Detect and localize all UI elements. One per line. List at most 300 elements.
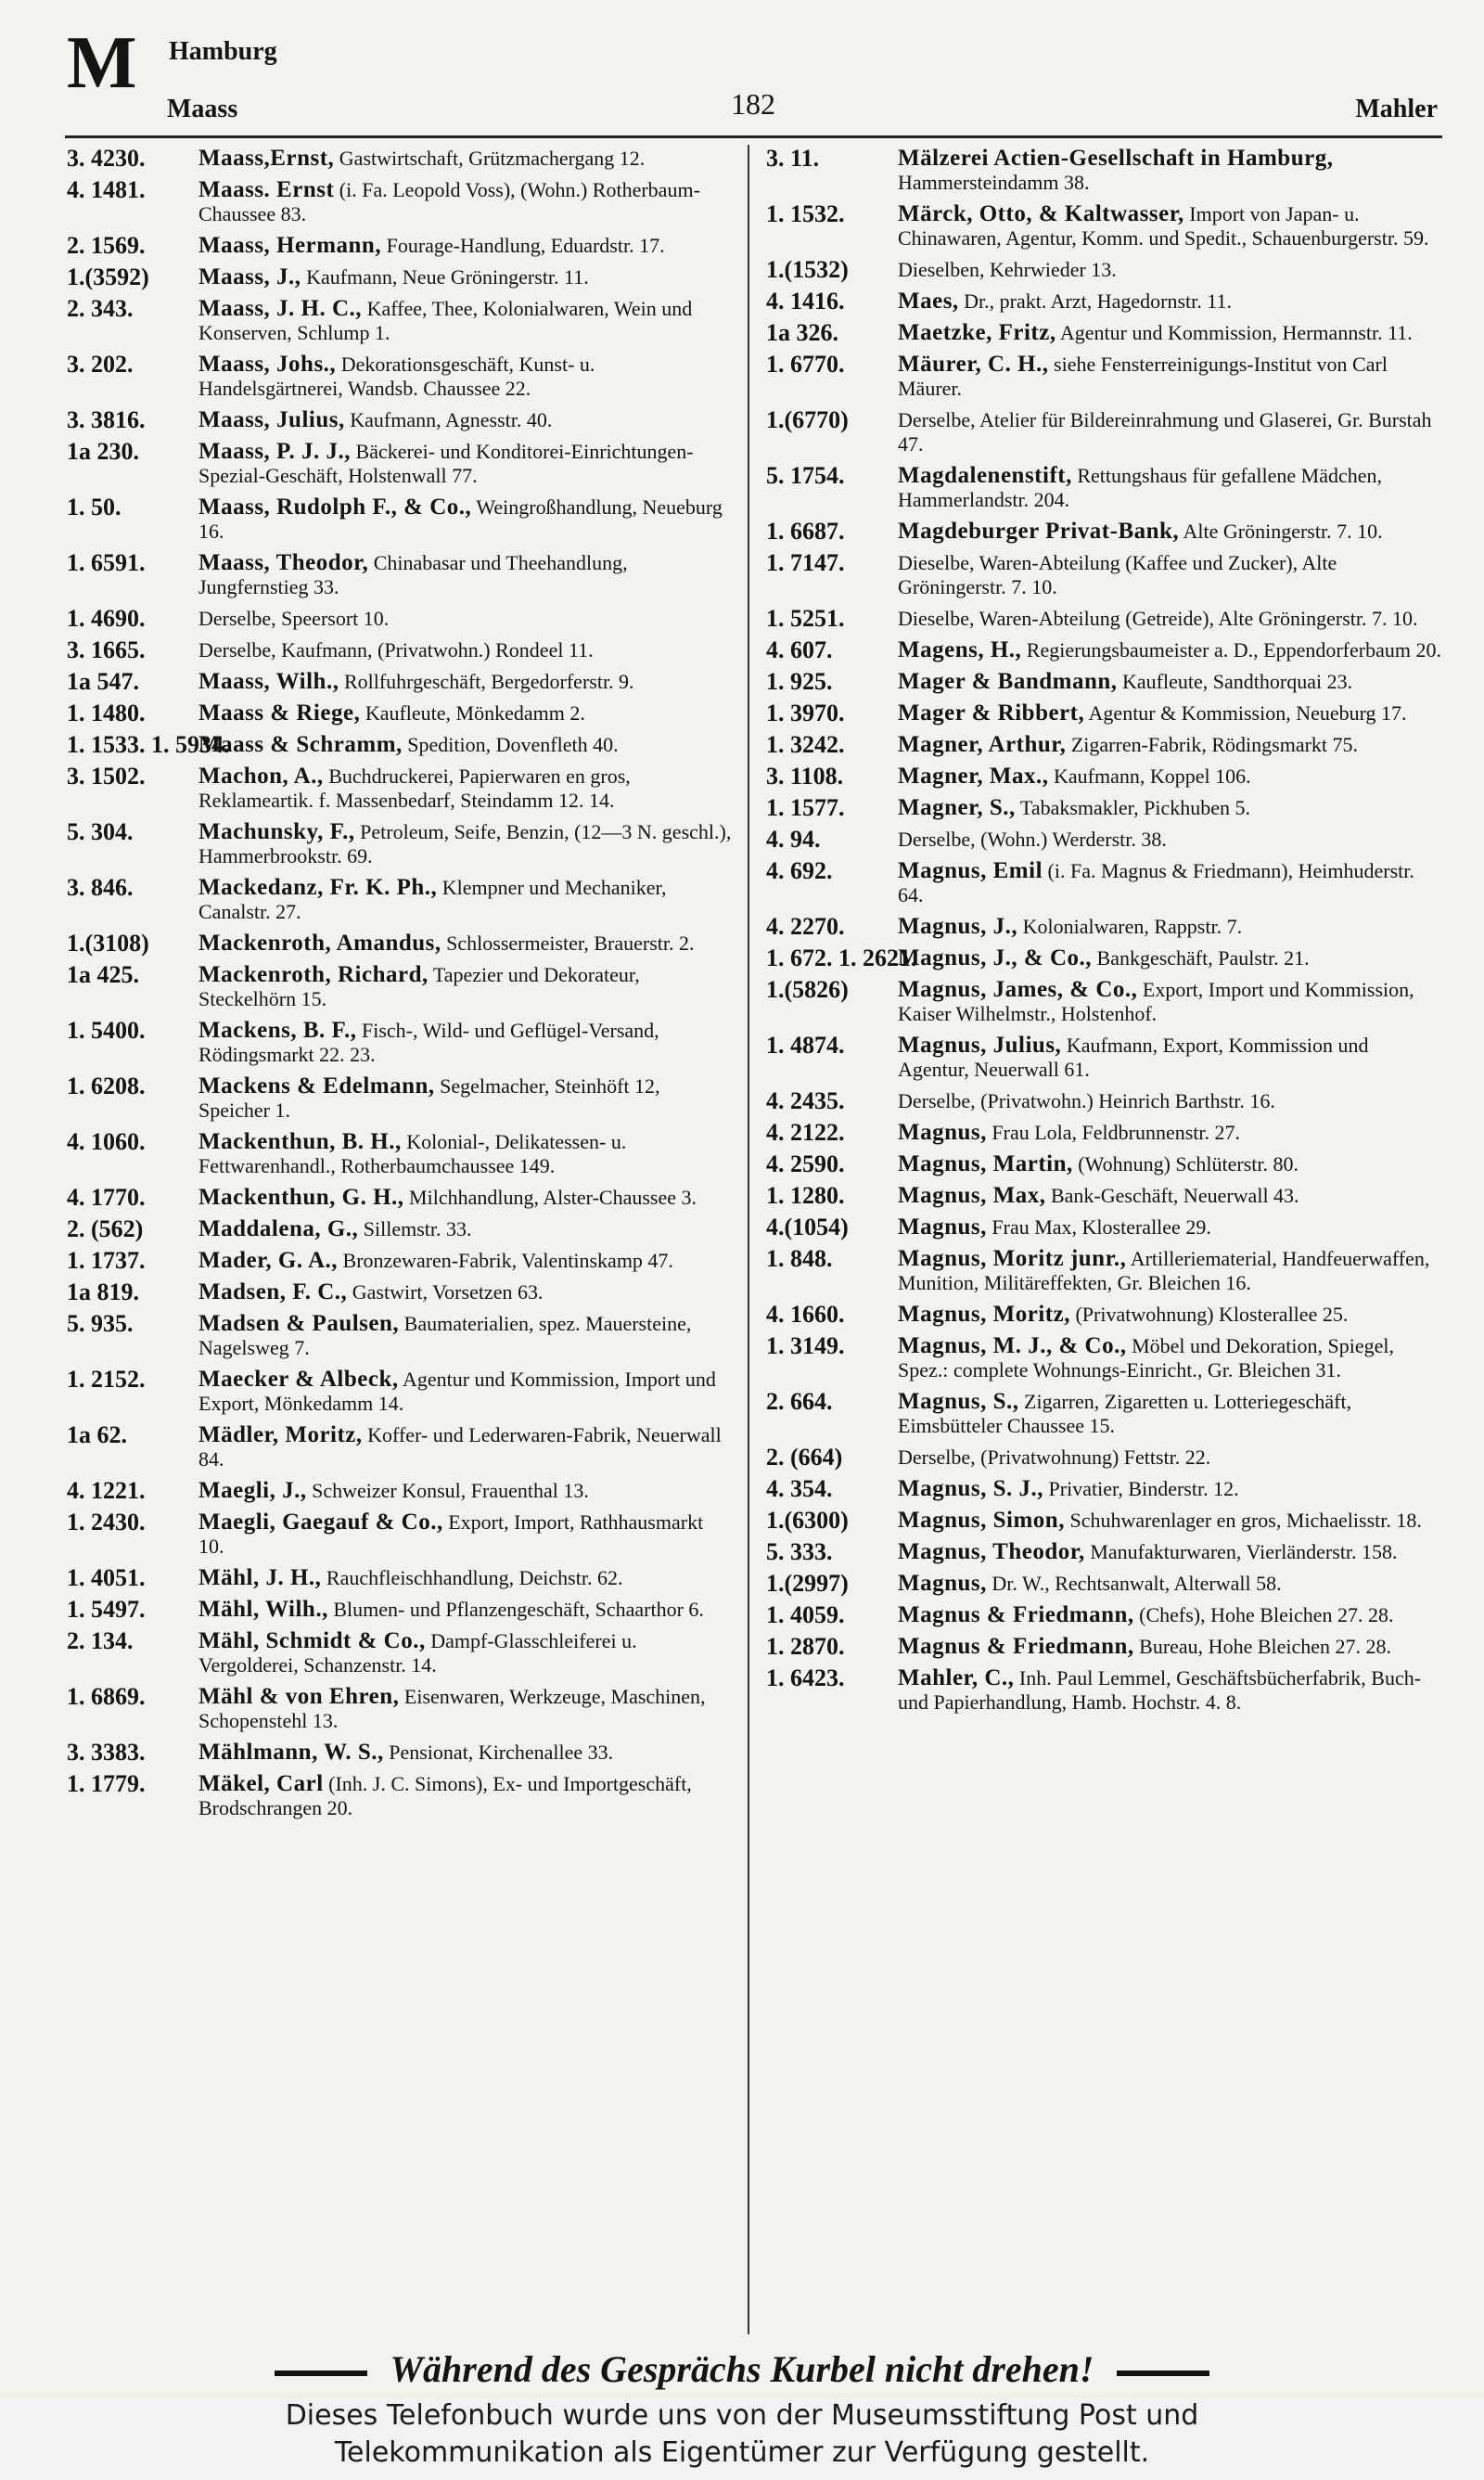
- entry-phone-number: 1. 1532.: [766, 200, 845, 227]
- entry-name: Mager & Bandmann,: [898, 669, 1118, 694]
- entry-text: [198, 1629, 733, 1677]
- entry-name: Mählmann, W. S.,: [198, 1740, 384, 1765]
- directory-entry: [766, 464, 1443, 512]
- entry-text: [898, 1540, 1443, 1564]
- entry-text: [198, 733, 733, 757]
- directory-entry: [766, 289, 1443, 314]
- entry-phone-number: 1.(5826): [766, 976, 849, 1003]
- entry-phone-number: 1.(2997): [766, 1570, 849, 1597]
- entry-details: Derselbe, Kaufmann, (Privatwohn.) Rondeel 11.: [198, 638, 594, 662]
- entry-phone-number: 1a 230.: [67, 438, 139, 465]
- entry-phone-number: 1. 2430.: [67, 1509, 146, 1536]
- directory-entry: [67, 1423, 733, 1471]
- entry-details: Kaufleute, Mönkedamm 2.: [365, 701, 585, 725]
- entry-text: [198, 1510, 733, 1559]
- header-last-name: Mahler: [1355, 95, 1438, 123]
- directory-entry: [766, 607, 1443, 631]
- entry-phone-number: 3. 3816.: [67, 406, 146, 433]
- entry-phone-number: 1. 2152.: [67, 1366, 146, 1393]
- entry-text: [198, 178, 733, 226]
- entry-text: [898, 408, 1443, 456]
- entry-name: Maass, P. J. J.,: [198, 439, 352, 464]
- page-number: 182: [731, 87, 775, 121]
- entry-text: [198, 1217, 733, 1241]
- entry-name: Magnus, Max,: [898, 1183, 1046, 1208]
- entry-phone-number: 4. 1660.: [766, 1301, 845, 1328]
- entry-text: [898, 670, 1443, 694]
- entry-text: [898, 1603, 1443, 1627]
- entry-name: Magner, Arthur,: [898, 732, 1067, 757]
- directory-entry: [67, 1249, 733, 1273]
- entry-phone-number: 2. 343.: [67, 295, 134, 322]
- entry-text: [898, 289, 1443, 314]
- motto-text: Während des Gesprächs Kurbel nicht drehen!: [390, 2348, 1094, 2390]
- directory-entry: [67, 297, 733, 345]
- entry-details: Dekorationsgeschäft, Kunst- u. Handelsgärtnerei, Wandsb. Chaussee 22.: [198, 353, 595, 400]
- entry-phone-number: 1. 4690.: [67, 605, 146, 632]
- footer-motto: [0, 2347, 1484, 2391]
- directory-entry: [766, 1477, 1443, 1501]
- entry-phone-number: 1. 2870.: [766, 1633, 845, 1660]
- entry-details: Dieselbe, Waren-Abteilung (Getreide), Alte Gröningerstr. 7. 10.: [898, 607, 1418, 630]
- entry-phone-number: 2. 664.: [766, 1388, 833, 1415]
- entry-phone-number: 3. 4230.: [67, 145, 146, 172]
- entry-details: Tapezier und Dekorateur, Steckelhörn 15.: [198, 963, 640, 1010]
- entry-details: Eisenwaren, Werkzeuge, Maschinen, Schopenstehl 13.: [198, 1685, 706, 1732]
- entry-details: Fourage-Handlung, Eduardstr. 17.: [386, 234, 665, 257]
- entry-phone-number: 1. 6591.: [67, 549, 146, 576]
- entry-name: Magnus, Emil: [898, 858, 1043, 883]
- entry-text: [898, 638, 1443, 662]
- entry-phone-number: 5. 1754.: [766, 462, 845, 489]
- entry-phone-number: 4.(1054): [766, 1214, 849, 1240]
- entry-details: Weingroßhandlung, Neueburg 16.: [198, 495, 723, 543]
- entry-phone-number: 1. 1577.: [766, 794, 845, 821]
- directory-entry: [67, 147, 733, 171]
- entry-phone-number: 2. 134.: [67, 1627, 134, 1654]
- entry-phone-number: 2. 1569.: [67, 232, 146, 259]
- entry-text: [898, 258, 1443, 282]
- entry-details: (Wohnung) Schlüterstr. 80.: [1078, 1152, 1299, 1176]
- entry-phone-number: 4. 2122.: [766, 1119, 845, 1146]
- entry-text: [898, 701, 1443, 726]
- entry-details: Derselbe, Atelier für Bildereinrahmung und Glaserei, Gr. Burstah 47.: [898, 408, 1432, 456]
- entry-phone-number: 1. 5251.: [766, 605, 845, 632]
- entry-name: Mähl, J. H.,: [198, 1565, 322, 1590]
- entry-details: Sillemstr. 33.: [363, 1217, 472, 1240]
- entry-phone-number: 1. 50.: [67, 494, 122, 520]
- entry-name: Magnus,: [898, 1571, 987, 1596]
- directory-entry: [766, 701, 1443, 726]
- entry-text: [898, 464, 1443, 512]
- entry-details: Kaffee, Thee, Kolonialwaren, Wein und Konserven, Schlump 1.: [198, 297, 693, 344]
- entry-phone-number: 1. 672. 1. 2621.: [766, 944, 917, 971]
- directory-entry: [766, 1034, 1443, 1082]
- entry-text: [898, 1121, 1443, 1145]
- entry-details: Fisch-, Wild- und Geflügel-Versand, Rödingsmarkt 22. 23.: [198, 1019, 659, 1066]
- entry-text: [198, 297, 733, 345]
- entry-text: [898, 1184, 1443, 1208]
- directory-entry: [766, 353, 1443, 401]
- entry-name: Magnus, J., & Co.,: [898, 945, 1093, 970]
- entry-text: [198, 670, 733, 694]
- entry-phone-number: 1. 4051.: [67, 1564, 146, 1591]
- entry-details: Blumen- und Pflanzengeschäft, Schaarthor 6.: [333, 1598, 704, 1621]
- entry-phone-number: 1. 6869.: [67, 1683, 146, 1710]
- entry-details: Zigarren-Fabrik, Rödingsmarkt 75.: [1070, 733, 1359, 756]
- entry-details: Inh. Paul Lemmel, Geschäftsbücherfabrik, Buch- und Papierhandlung, Hamb. Hochstr. 4. 8.: [898, 1666, 1422, 1714]
- entry-name: Maass, J. H. C.,: [198, 296, 363, 321]
- entry-phone-number: 1. 1280.: [766, 1182, 845, 1209]
- entry-details: Agentur und Kommission, Hermannstr. 11.: [1059, 321, 1413, 344]
- entry-text: [898, 607, 1443, 631]
- entry-text: [198, 1741, 733, 1765]
- entry-name: Magnus,: [898, 1214, 987, 1240]
- entry-details: Dieselben, Kehrwieder 13.: [898, 258, 1117, 281]
- directory-entry: [67, 1598, 733, 1622]
- directory-entry: [67, 1312, 733, 1360]
- entry-phone-number: 3. 3383.: [67, 1739, 146, 1766]
- entry-name: Magner, Max.,: [898, 764, 1049, 789]
- entry-phone-number: 1.(6770): [766, 406, 849, 433]
- entry-details: Rollfuhrgeschäft, Bergedorferstr. 9.: [343, 670, 634, 693]
- entry-name: Mähl, Wilh.,: [198, 1597, 328, 1622]
- entry-details: Dr. W., Rechtsanwalt, Alterwall 58.: [991, 1572, 1282, 1595]
- directory-entry: [766, 1089, 1443, 1113]
- entry-details: Bäckerei- und Konditorei-Einrichtungen-Spezial-Geschäft, Holstenwall 77.: [198, 440, 694, 487]
- entry-details: Kolonialwaren, Rappstr. 7.: [1022, 915, 1243, 938]
- directory-entry: [766, 1635, 1443, 1659]
- entry-text: [198, 765, 733, 813]
- entry-name: Mager & Ribbert,: [898, 700, 1085, 726]
- entry-details: Alte Gröningerstr. 7. 10.: [1183, 520, 1383, 543]
- directory-entry: [67, 1510, 733, 1559]
- directory-entry: [766, 946, 1443, 970]
- entry-phone-number: 4. 2435.: [766, 1087, 845, 1114]
- entry-text: [898, 1477, 1443, 1501]
- directory-entry: [766, 202, 1443, 251]
- entry-text: [898, 1635, 1443, 1659]
- entry-phone-number: 1. 1737.: [67, 1247, 146, 1274]
- entry-text: [198, 876, 733, 924]
- entry-phone-number: 3. 202.: [67, 351, 134, 378]
- entry-name: Mahler, C.,: [898, 1665, 1015, 1690]
- entry-name: Madsen & Paulsen,: [198, 1311, 400, 1336]
- entry-text: [898, 147, 1443, 195]
- entry-details: Dr., prakt. Arzt, Hagedornstr. 11.: [964, 289, 1232, 313]
- entry-name: Mähl & von Ehren,: [198, 1684, 400, 1709]
- entry-phone-number: 3. 11.: [766, 145, 820, 172]
- directory-entry: [766, 638, 1443, 662]
- directory-entry: [67, 178, 733, 226]
- entry-name: Mackenthun, G. H.,: [198, 1185, 404, 1210]
- directory-entry: [67, 1479, 733, 1503]
- entry-text: [898, 765, 1443, 789]
- entry-text: [198, 1423, 733, 1471]
- entry-text: [898, 915, 1443, 939]
- entry-phone-number: 4. 2270.: [766, 913, 845, 940]
- entry-details: Dieselbe, Waren-Abteilung (Kaffee und Zucker), Alte Gröningerstr. 7. 10.: [898, 551, 1337, 598]
- entry-phone-number: 1.(3592): [67, 263, 149, 290]
- entry-text: [198, 1566, 733, 1590]
- header-first-name: Maass: [167, 95, 238, 123]
- entry-text: [898, 978, 1443, 1026]
- entry-details: Kolonial-, Delikatessen- u. Fettwarenhandl., Rotherbaumchaussee 149.: [198, 1130, 627, 1177]
- entry-name: Magnus,: [898, 1120, 987, 1145]
- entry-name: Magnus & Friedmann,: [898, 1634, 1134, 1659]
- directory-entry: [67, 1566, 733, 1590]
- entry-text: [198, 1249, 733, 1273]
- entry-phone-number: 3. 846.: [67, 874, 134, 901]
- entry-details: Export, Import, Rathhausmarkt 10.: [198, 1510, 704, 1558]
- entry-phone-number: 1.(6300): [766, 1507, 849, 1534]
- entry-details: Koffer- und Lederwaren-Fabrik, Neuerwall 84.: [198, 1423, 722, 1471]
- directory-entry: [67, 440, 733, 488]
- entry-name: Maass, Julius,: [198, 407, 345, 432]
- entry-text: [198, 147, 733, 171]
- entry-details: Regierungsbaumeister a. D., Eppendorferbaum 20.: [1026, 638, 1441, 662]
- directory-entry: [67, 265, 733, 289]
- entry-text: [898, 1034, 1443, 1082]
- entry-name: Maetzke, Fritz,: [898, 320, 1056, 345]
- directory-entry: [766, 1152, 1443, 1176]
- directory-entry: [67, 1772, 733, 1820]
- entry-name: Maass & Schramm,: [198, 732, 403, 757]
- entry-text: [198, 638, 733, 662]
- entry-details: Manufakturwaren, Vierländerstr. 158.: [1090, 1540, 1398, 1563]
- entry-name: Mader, G. A.,: [198, 1248, 339, 1273]
- entry-text: [198, 353, 733, 401]
- entry-name: Magens, H.,: [898, 637, 1022, 662]
- entry-name: Magnus, Simon,: [898, 1508, 1065, 1533]
- directory-entry: [67, 1217, 733, 1241]
- entry-name: Maass. Ernst: [198, 177, 335, 202]
- entry-phone-number: 4. 1481.: [67, 176, 146, 203]
- entry-name: Maddalena, G.,: [198, 1216, 359, 1241]
- directory-entry: [766, 551, 1443, 599]
- entry-text: [898, 1334, 1443, 1382]
- entry-phone-number: 1. 6423.: [766, 1664, 845, 1691]
- entry-name: Mackedanz, Fr. K. Ph.,: [198, 875, 438, 900]
- directory-entry: [766, 1247, 1443, 1295]
- entry-text: [198, 265, 733, 289]
- directory-entry: [67, 1280, 733, 1304]
- entry-name: Magnus, Martin,: [898, 1151, 1073, 1176]
- directory-entry: [766, 670, 1443, 694]
- directory-entry: [67, 408, 733, 432]
- entry-details: Gastwirt, Vorsetzen 63.: [352, 1280, 544, 1304]
- entry-phone-number: 4. 2590.: [766, 1150, 845, 1177]
- entry-text: [198, 1130, 733, 1178]
- directory-entry: [67, 733, 733, 757]
- entry-name: Mädler, Moritz,: [198, 1422, 363, 1447]
- entry-details: Schuhwarenlager en gros, Michaelisstr. 18.: [1069, 1509, 1422, 1532]
- entry-name: Machon, A.,: [198, 764, 324, 789]
- entry-text: [898, 520, 1443, 544]
- directory-entry: [766, 1121, 1443, 1145]
- entry-text: [898, 202, 1443, 251]
- entry-details: Export, Import und Kommission, Kaiser Wilhelmstr., Holstenhof.: [898, 978, 1414, 1025]
- column-divider: [748, 145, 749, 2334]
- directory-entry: [766, 1390, 1443, 1438]
- entry-phone-number: 4. 607.: [766, 636, 833, 663]
- entry-text: [898, 859, 1443, 907]
- entry-text: [198, 1186, 733, 1210]
- entry-phone-number: 1. 5400.: [67, 1017, 146, 1044]
- entry-name: Madsen, F. C.,: [198, 1279, 348, 1304]
- entry-details: Derselbe, (Privatwohnung) Fettstr. 22.: [898, 1446, 1211, 1469]
- entry-name: Maass, Wilh.,: [198, 669, 339, 694]
- directory-entry: [766, 1303, 1443, 1327]
- credit-line-2: Telekommunikation als Eigentümer zur Verfügung gestellt.: [334, 2436, 1150, 2469]
- entry-phone-number: 5. 333.: [766, 1538, 833, 1565]
- entry-details: Baumaterialien, spez. Mauersteine, Nagelsweg 7.: [198, 1312, 692, 1359]
- entry-details: Spedition, Dovenfleth 40.: [407, 733, 619, 756]
- entry-name: Maass, Theodor,: [198, 550, 369, 575]
- entry-details: Derselbe, (Wohn.) Werderstr. 38.: [898, 828, 1167, 851]
- entry-details: Petroleum, Seife, Benzin, (12—3 N. geschl.), Hammerbrookstr. 69.: [198, 820, 732, 867]
- entry-text: [898, 321, 1443, 345]
- entry-name: Maegli, Gaegauf & Co.,: [198, 1510, 443, 1535]
- entry-name: Magnus, Julius,: [898, 1033, 1062, 1058]
- entry-details: Artilleriematerial, Handfeuerwaffen, Munition, Militäreffekten, Gr. Bleichen 16.: [898, 1247, 1430, 1294]
- directory-entry: [67, 353, 733, 401]
- entry-text: [198, 1479, 733, 1503]
- entry-name: Magnus & Friedmann,: [898, 1602, 1134, 1627]
- entry-name: Maass, Hermann,: [198, 233, 382, 258]
- entry-text: [198, 1019, 733, 1067]
- entry-phone-number: 1. 6770.: [766, 351, 845, 378]
- entry-details: Kaufmann, Koppel 106.: [1054, 765, 1251, 788]
- entry-name: Maass,Ernst,: [198, 146, 335, 171]
- entry-details: (Inh. J. C. Simons), Ex- und Importgeschäft, Brodschrangen 20.: [198, 1772, 692, 1819]
- entry-phone-number: 4. 354.: [766, 1475, 833, 1502]
- entry-phone-number: 1. 6687.: [766, 518, 845, 545]
- entry-name: Magner, S.,: [898, 795, 1016, 820]
- directory-entry: [766, 1540, 1443, 1564]
- entry-details: Pensionat, Kirchenallee 33.: [389, 1741, 614, 1764]
- entry-phone-number: 1a 326.: [766, 319, 838, 346]
- directory-entry: [766, 828, 1443, 852]
- entry-text: [198, 963, 733, 1011]
- entry-name: Märck, Otto, & Kaltwasser,: [898, 201, 1184, 226]
- directory-entry: [67, 670, 733, 694]
- entry-phone-number: 1. 925.: [766, 668, 833, 695]
- entry-details: Frau Max, Klosterallee 29.: [991, 1215, 1211, 1239]
- directory-entry: [766, 408, 1443, 456]
- entry-name: Magnus, Moritz,: [898, 1302, 1070, 1327]
- entry-details: (Chefs), Hohe Bleichen 27. 28.: [1139, 1603, 1394, 1626]
- header-city: Hamburg: [169, 37, 277, 66]
- directory-entry: [67, 1368, 733, 1416]
- entry-details: Segelmacher, Steinhöft 12, Speicher 1.: [198, 1074, 660, 1122]
- right-column: [766, 147, 1443, 1722]
- entry-phone-number: 1.(1532): [766, 256, 849, 283]
- entry-phone-number: 1a 425.: [67, 961, 139, 988]
- entry-text: [198, 408, 733, 432]
- entry-text: [898, 1089, 1443, 1113]
- directory-entry: [67, 1019, 733, 1067]
- entry-text: [898, 551, 1443, 599]
- entry-phone-number: 1. 1779.: [67, 1770, 146, 1797]
- entry-text: [198, 1368, 733, 1416]
- entry-text: [898, 1390, 1443, 1438]
- entry-text: [898, 1446, 1443, 1470]
- directory-entry: [766, 1572, 1443, 1596]
- entry-text: [898, 1509, 1443, 1533]
- entry-text: [898, 733, 1443, 757]
- directory-entry: [766, 258, 1443, 282]
- entry-details: Agentur und Kommission, Import und Export, Mönkedamm 14.: [198, 1368, 716, 1415]
- directory-entry: [766, 1446, 1443, 1470]
- directory-entry: [67, 932, 733, 956]
- entry-text: [198, 551, 733, 599]
- entry-name: Mähl, Schmidt & Co.,: [198, 1628, 426, 1653]
- directory-entry: [67, 963, 733, 1011]
- entry-text: [198, 1312, 733, 1360]
- credit-banner: [0, 2397, 1484, 2480]
- entry-name: Maecker & Albeck,: [198, 1367, 399, 1392]
- entry-name: Magnus, S. J.,: [898, 1476, 1044, 1501]
- entry-name: Mäurer, C. H.,: [898, 352, 1049, 377]
- motto-dash-left: [275, 2371, 367, 2376]
- entry-details: Kaufmann, Agnesstr. 40.: [350, 408, 553, 431]
- entry-text: [198, 1685, 733, 1733]
- directory-entry: [766, 1184, 1443, 1208]
- directory-entry: [766, 796, 1443, 820]
- entry-text: [898, 1572, 1443, 1596]
- directory-entry: [67, 551, 733, 599]
- entry-name: Mackenthun, B. H.,: [198, 1129, 402, 1154]
- directory-entry: [766, 915, 1443, 939]
- entry-name: Mälzerei Actien-Gesellschaft in Hamburg,: [898, 146, 1334, 171]
- entry-phone-number: 1. 7147.: [766, 549, 845, 576]
- entry-phone-number: 1. 4874.: [766, 1032, 845, 1059]
- entry-details: Milchhandlung, Alster-Chaussee 3.: [409, 1186, 697, 1209]
- directory-entry: [67, 701, 733, 726]
- entry-details: Gastwirtschaft, Grützmachergang 12.: [339, 147, 646, 170]
- entry-details: Bankgeschäft, Paulstr. 21.: [1096, 946, 1310, 970]
- entry-text: [898, 1247, 1443, 1295]
- entry-details: Bureau, Hohe Bleichen 27. 28.: [1139, 1635, 1392, 1658]
- entry-phone-number: 1. 6208.: [67, 1073, 146, 1099]
- entry-details: Zigarren, Zigaretten u. Lotteriegeschäft, Eimsbütteler Chaussee 15.: [898, 1390, 1352, 1437]
- entry-name: Machunsky, F.,: [198, 819, 355, 844]
- directory-entry: [67, 876, 733, 924]
- entry-details: Klempner und Mechaniker, Canalstr. 27.: [198, 876, 667, 923]
- entry-name: Mackenroth, Amandus,: [198, 931, 441, 956]
- entry-phone-number: 3. 1108.: [766, 763, 844, 790]
- motto-dash-right: [1117, 2371, 1209, 2376]
- directory-entry: [766, 978, 1443, 1026]
- entry-phone-number: 1. 3242.: [766, 731, 845, 758]
- entry-phone-number: 1. 4059.: [766, 1601, 845, 1628]
- entry-text: [198, 234, 733, 258]
- entry-text: [898, 1666, 1443, 1715]
- directory-entry: [766, 1215, 1443, 1240]
- directory-entry: [766, 1334, 1443, 1382]
- entry-name: Maegli, J.,: [198, 1478, 307, 1503]
- entry-phone-number: 4. 1416.: [766, 288, 845, 315]
- entry-name: Magnus, J.,: [898, 914, 1018, 939]
- entry-text: [898, 353, 1443, 401]
- entry-details: Import von Japan- u. Chinawaren, Agentur, Komm. und Spedit., Schauenburgerstr. 59.: [898, 202, 1429, 250]
- entry-text: [198, 607, 733, 631]
- entry-phone-number: 3. 1665.: [67, 636, 146, 663]
- entry-phone-number: 4. 1060.: [67, 1128, 146, 1155]
- entry-name: Magnus, S.,: [898, 1389, 1019, 1414]
- entry-details: Hammersteindamm 38.: [898, 171, 1090, 194]
